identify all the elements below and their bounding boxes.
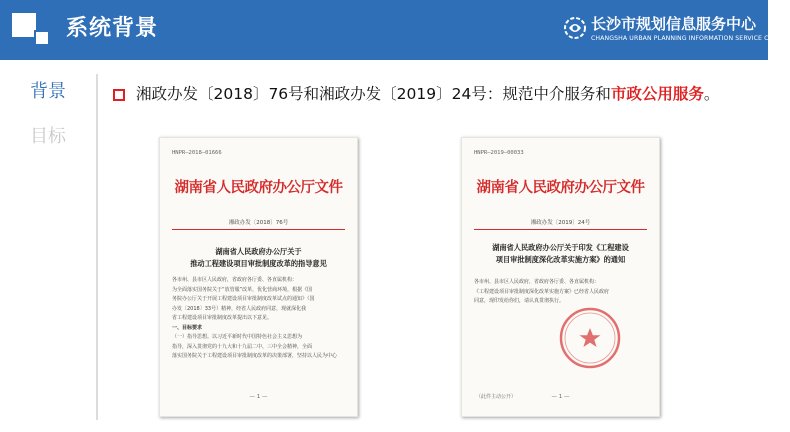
organization-logo <box>563 12 790 48</box>
document-banner: 湖南省人民政府办公厅文件 <box>476 179 645 196</box>
document-red-rule <box>172 229 345 230</box>
document-number: HNPR—2019—00033 <box>474 150 524 156</box>
document-release-note: （此件主动公开） <box>476 394 517 400</box>
document-body <box>474 278 649 307</box>
document-number: HNPR—2018—01666 <box>172 150 222 156</box>
header-bar <box>0 0 790 60</box>
document-body-line: 一、目标要求 <box>172 324 203 331</box>
logo-chinese-name: 长沙市规划信息服务中心 <box>591 15 757 33</box>
document-page-number: — 1 — <box>551 394 570 400</box>
document-image-2019 <box>461 137 660 417</box>
sidebar-divider <box>96 74 98 420</box>
document-body-line: 同意，现印发给你们，请认真贯彻执行。 <box>474 298 565 304</box>
document-body-line: 《工程建设项目审批制度深化改革实施方案》已经省人民政府 <box>474 288 610 295</box>
document-heading <box>468 242 653 266</box>
page-title: 系统背景 <box>66 16 159 41</box>
policy-statement <box>136 82 719 106</box>
document-issue-number: 湘政办发〔2019〕24号 <box>530 220 591 226</box>
document-heading-line: 项目审批制度深化改革实施方案》的通知 <box>495 255 626 264</box>
header-decor-square-icon <box>12 13 36 37</box>
document-heading <box>166 246 351 270</box>
policy-statement-end: 。 <box>703 85 720 103</box>
document-body-line: 办发〔2018〕33号）精神，经省人民政府同意，现就深化我 <box>172 305 307 312</box>
policy-statement-text: 湘政办发〔2018〕76号和湘政办发〔2019〕24号：规范中介服务和 <box>136 85 611 103</box>
policy-statement-highlight: 市政公用服务 <box>610 85 704 103</box>
document-body-line: 务院办公厅关于开展工程建设项目审批制度改革试点的通知》（国 <box>172 296 315 302</box>
document-body-line: 为全面落实国务院关于“放管服”改革，优化营商环境，根据《国 <box>172 286 313 293</box>
document-body-line: 指导，深入贯彻党的十九大和十九届二中、三中全会精神，全面 <box>172 343 313 350</box>
document-body-line: 落实国务院关于工程建设项目审批制度改革的决策部署，坚持以人民为中心 <box>172 353 338 359</box>
document-body-line: 各市州、县市区人民政府，省政府各厅委、各直属机构： <box>474 279 600 285</box>
sidebar-item-goals[interactable]: 目标 <box>30 126 66 147</box>
document-body-line: 省工程建设项目审批制度改革提出以下意见。 <box>172 315 273 321</box>
document-heading-line: 湖南省人民政府办公厅关于 <box>215 247 302 256</box>
document-red-rule <box>474 229 647 230</box>
document-body-line: （一）指导思想。以习近平新时代中国特色社会主义思想为 <box>172 334 303 340</box>
document-body-line: 各市州、县市区人民政府，省政府各厅委、各直属机构： <box>172 277 298 283</box>
sidebar-item-background[interactable]: 背景 <box>30 81 66 102</box>
document-image-2018 <box>159 137 358 417</box>
document-banner: 湖南省人民政府办公厅文件 <box>174 179 343 196</box>
document-body <box>172 276 347 362</box>
document-heading-line: 湖南省人民政府办公厅关于印发《工程建设 <box>492 243 629 252</box>
swirl-logo-icon <box>563 16 587 40</box>
logo-english-name: CHANGSHA URBAN PLANNING INFORMATION SERVICE CENTER <box>591 35 790 42</box>
document-page-number: — 1 — <box>249 394 268 400</box>
document-issue-number: 湘政办发〔2018〕76号 <box>228 220 289 226</box>
document-heading-line: 推动工程建设项目审批制度改革的指导意见 <box>190 259 327 268</box>
header-decor-square-small-icon <box>34 30 50 46</box>
official-seal-icon <box>558 306 622 370</box>
bullet-square-icon <box>113 89 125 101</box>
